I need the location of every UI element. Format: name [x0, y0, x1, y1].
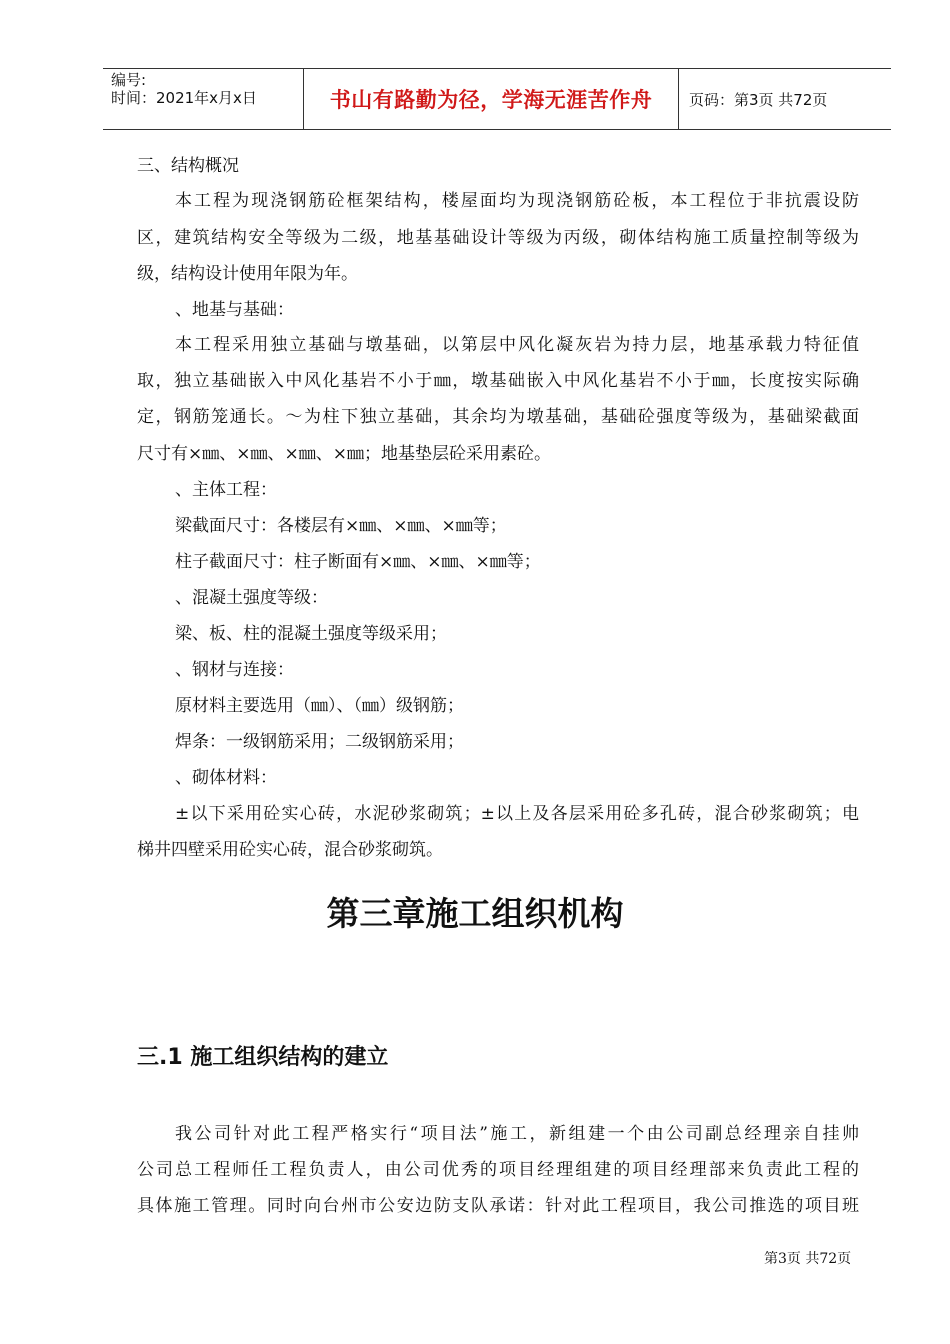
main-structure-heading: 、主体工程： — [175, 480, 277, 500]
header-motto — [303, 69, 679, 129]
paragraph-line: 公司总工程师任工程负责人，由公司优秀的项目经理组建的项目经理部来负责此工程的 — [137, 1160, 859, 1180]
concrete-grade-heading: 、混凝土强度等级： — [175, 588, 328, 608]
beam-section-text: 梁截面尺寸：各楼层有×㎜、×㎜、×㎜等； — [175, 516, 507, 536]
section-title: 三.1 施工组织结构的建立 — [137, 1045, 389, 1070]
paragraph-line: ±以下采用砼实心砖，水泥砂浆砌筑；±以上及各层采用砼多孔砖，混合砂浆砌筑；电 — [175, 804, 859, 824]
paragraph-line: 级，结构设计使用年限为年。 — [137, 264, 358, 284]
header-page-info: 页码：第3页 共72页 — [689, 90, 828, 109]
header-meta — [103, 69, 303, 129]
column-section-text: 柱子截面尺寸：柱子断面有×㎜、×㎜、×㎜等； — [175, 552, 541, 572]
steel-heading: 、钢材与连接： — [175, 660, 294, 680]
masonry-heading: 、砌体材料： — [175, 768, 277, 788]
number-label: 编号: — [111, 71, 147, 89]
paragraph-line: 区，建筑结构安全等级为二级，地基基础设计等级为丙级，砌体结构施工质量控制等级为 — [137, 228, 859, 248]
paragraph-line: 我公司针对此工程严格实行“项目法”施工，新组建一个由公司副总经理亲自挂帅 — [175, 1124, 859, 1144]
paragraph-line: 梯井四壁采用砼实心砖，混合砂浆砌筑。 — [137, 840, 443, 860]
page-footer: 第3页 共72页 — [764, 1251, 852, 1267]
page-header — [103, 68, 891, 130]
motto-text: 书山有路勤为径，学海无涯苦作舟 — [329, 88, 653, 112]
paragraph-line: 取，独立基础嵌入中风化基岩不小于㎜，墩基础嵌入中风化基岩不小于㎜，长度按实际确 — [137, 371, 859, 391]
date-label: 时间：2021年x月x日 — [111, 89, 257, 107]
paragraph-line: 具体施工管理。同时向台州市公安边防支队承诺：针对此工程项目，我公司推选的项目班 — [137, 1196, 859, 1216]
structure-heading: 三、结构概况 — [137, 156, 239, 176]
paragraph-line: 本工程为现浇钢筋砼框架结构，楼屋面均为现浇钢筋砼板，本工程位于非抗震设防 — [175, 191, 859, 211]
paragraph-line: 定，钢筋笼通长。～为柱下独立基础，其余均为墩基础，基础砼强度等级为，基础梁截面 — [137, 407, 859, 427]
paragraph-line: 尺寸有×㎜、×㎜、×㎜、×㎜；地基垫层砼采用素砼。 — [137, 444, 551, 464]
chapter-title: 第三章施工组织机构 — [326, 894, 624, 933]
paragraph-line: 本工程采用独立基础与墩基础，以第层中风化凝灰岩为持力层，地基承载力特征值 — [175, 335, 859, 355]
foundation-heading: 、地基与基础： — [175, 300, 294, 320]
welding-text: 焊条：一级钢筋采用；二级钢筋采用； — [175, 732, 464, 752]
concrete-grade-text: 梁、板、柱的混凝土强度等级采用； — [175, 624, 447, 644]
steel-material-text: 原材料主要选用（㎜）、（㎜）级钢筋； — [175, 696, 464, 716]
